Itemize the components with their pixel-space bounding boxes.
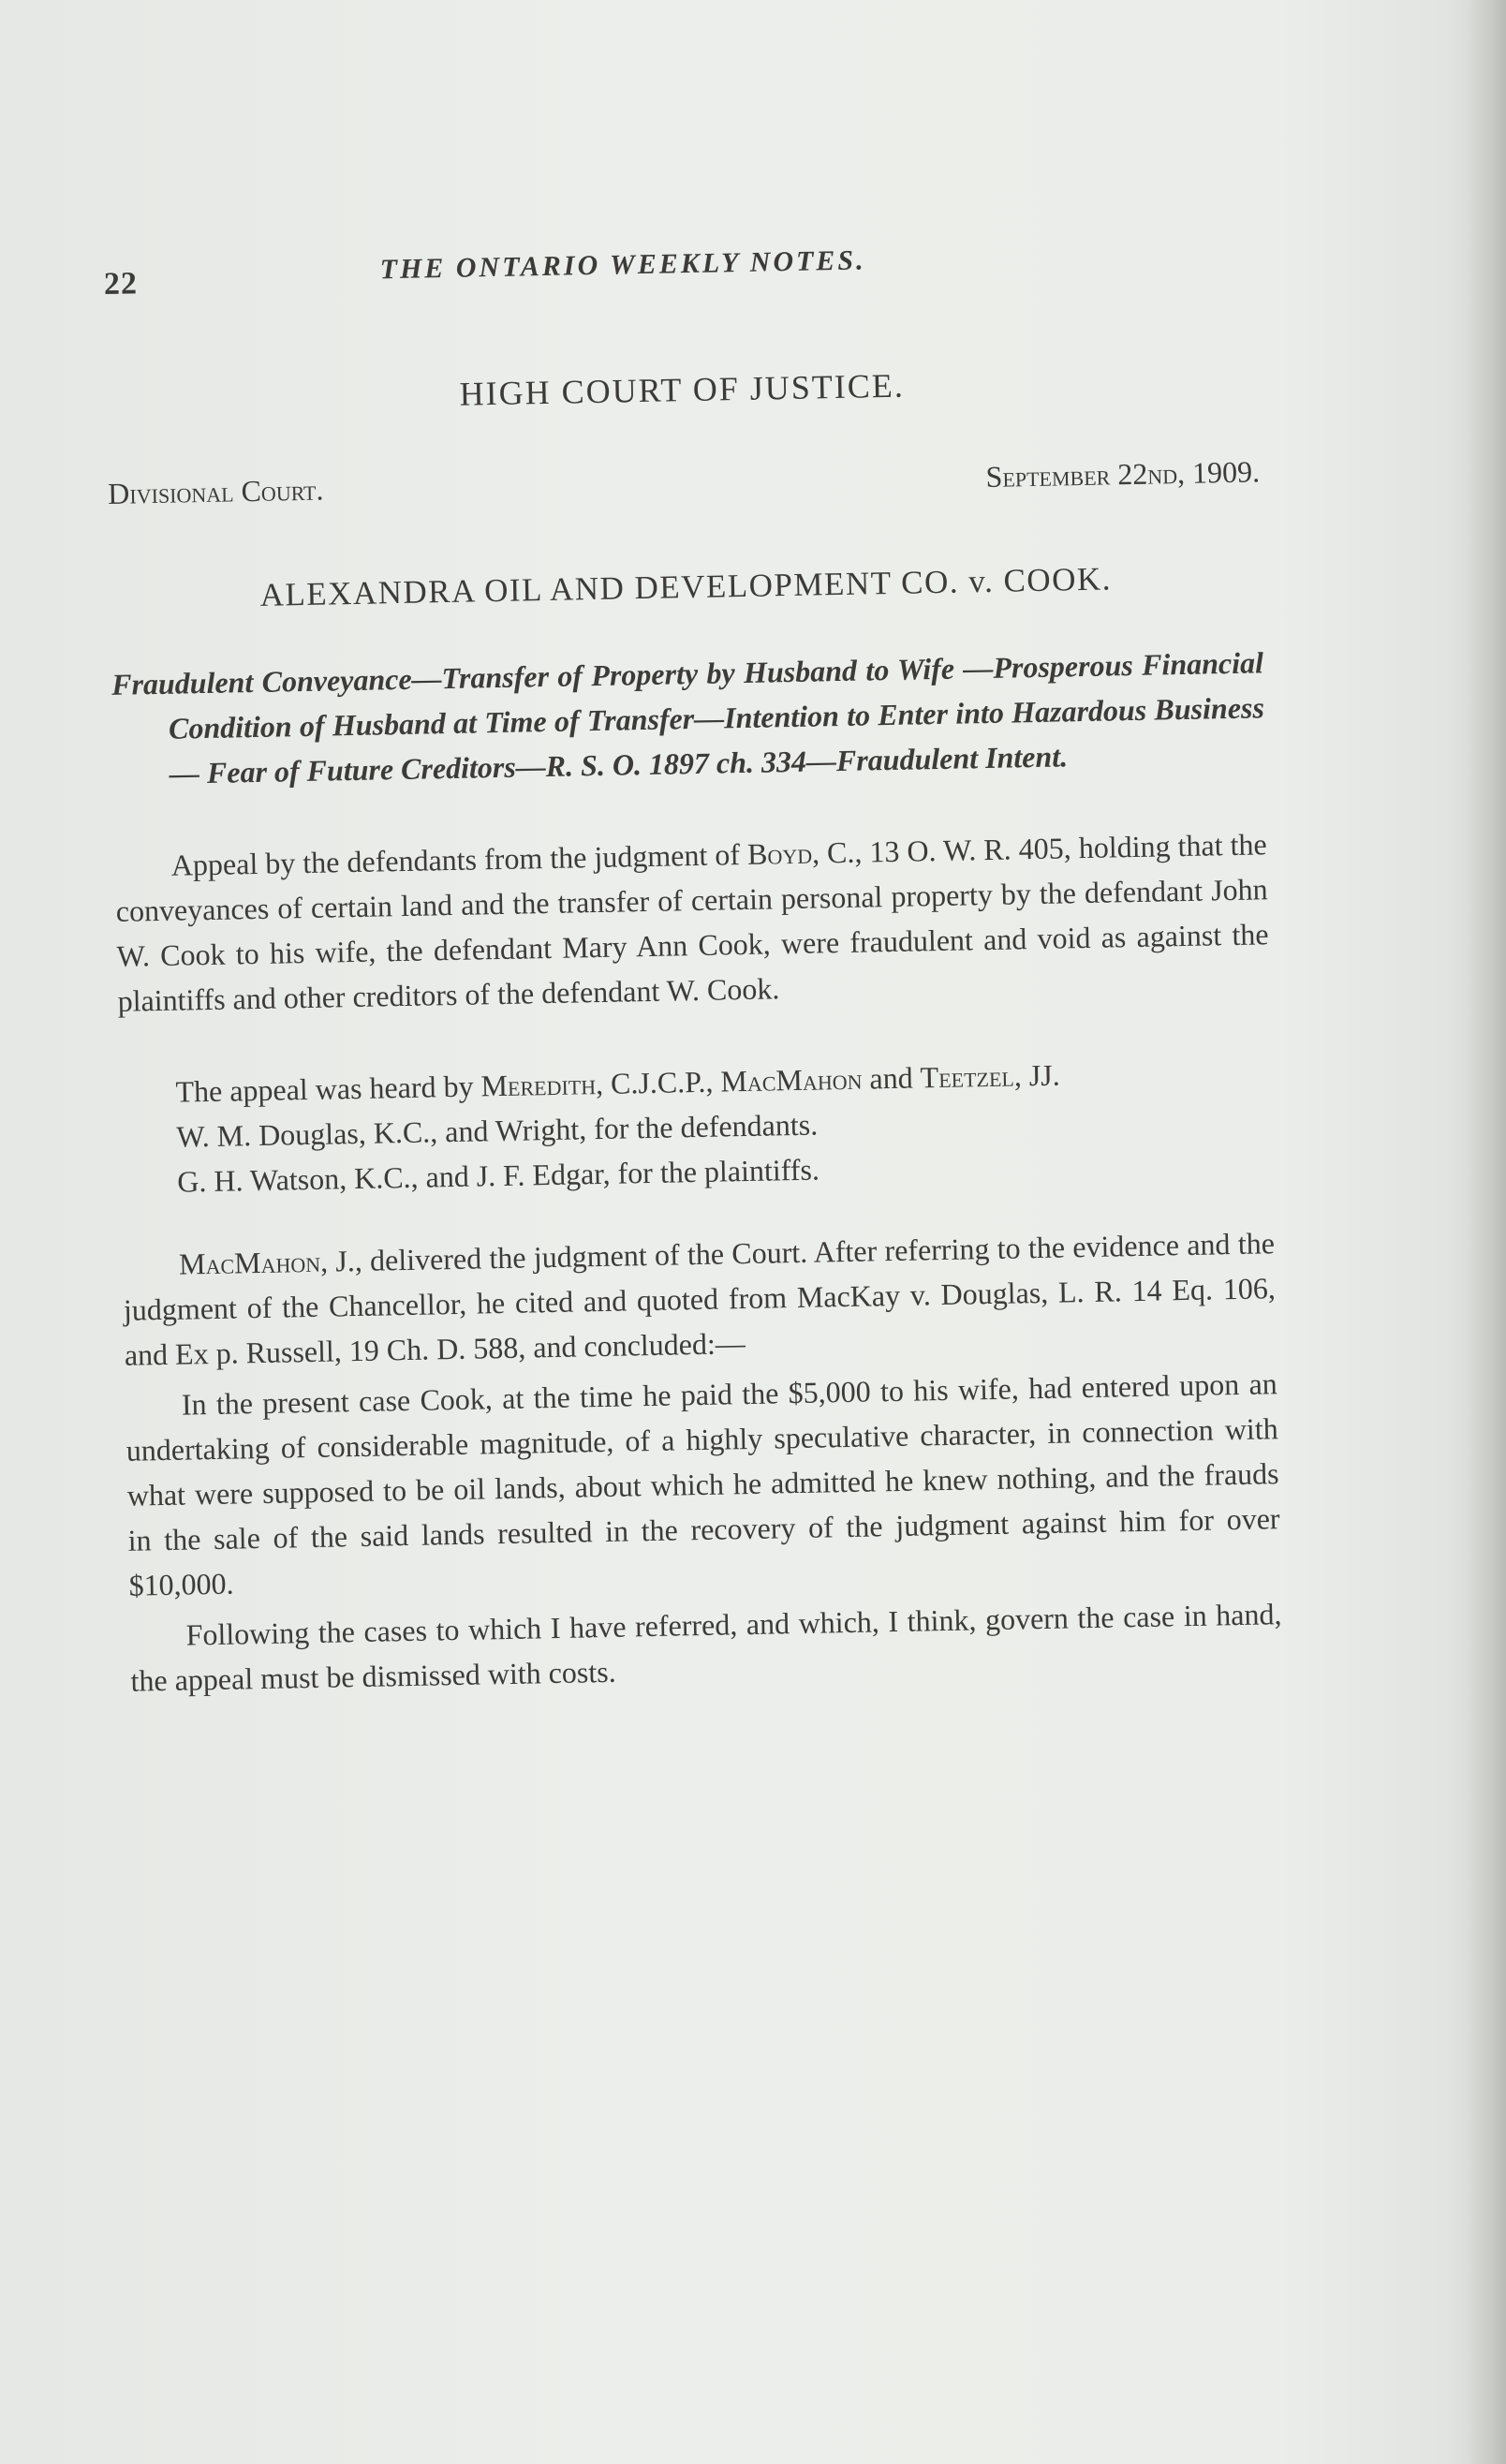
judge-name-boyd: Boyd — [746, 835, 813, 871]
page-number: 22 — [103, 266, 139, 302]
case-title: ALEXANDRA OIL AND DEVELOPMENT CO. v. COOK. — [259, 560, 1113, 613]
judge-name-macmahon-delivering: MacMahon — [178, 1244, 321, 1281]
hearing-intro: The appeal was heard by — [175, 1069, 474, 1109]
judgment-intro-rest: , J., delivered the judgment of the Court. After referring to the evidence and the judgment of the Chancellor, he cited and quoted from MacKay v. Douglas, L. R. 14 Eq. 106, and Ex p. Russell, 19 Ch. D. 588, and concluded:— — [123, 1226, 1277, 1372]
appeal-paragraph — [114, 821, 1269, 1024]
running-head — [103, 228, 1256, 306]
judgment-paragraph-1: In the present case Cook, at the time he paid the $5,000 to his wife, had entered upon an undertaking of considerable magnitude, of a highly speculative character, in connection with what were supposed to be oil lands, about which he admitted he knew nothing, and the frauds in the sale of the said lands resulted in the recovery of the judgment against him for over $10,000. — [126, 1366, 1280, 1602]
decision-date: September 22nd, 1909. — [985, 454, 1261, 494]
appeal-rest: , C., 13 O. W. R. 405, holding that the conveyances of certain land and the transfer of certain personal property by the defendant John W. Cook to his wife, the defendant Mary Ann Cook, were fraudulent and void as against the plaintiffs and other creditors of the defendant W. Cook. — [115, 827, 1269, 1018]
headnote: Fraudulent Conveyance—Transfer of Property by Husband to Wife —Prosperous Financial Condition of Husband at Time of Transfer—Intention to Enter into Hazardous Business — Fear of Future Creditors—R. S. O. 1897 ch. 334—Fraudulent Intent. — [111, 645, 1265, 790]
hearing-mid2: and — [869, 1060, 913, 1096]
judgment-paragraph-2: Following the cases to which I have referred, and which, I think, govern the case in hand, the appeal must be dismissed with costs. — [130, 1597, 1282, 1698]
court-heading: HIGH COURT OF JUSTICE. — [459, 366, 906, 413]
judge-name-macmahon: MacMahon — [720, 1061, 863, 1099]
page-edge-shadow — [1469, 0, 1506, 2464]
counsel-defendants: W. M. Douglas, K.C., and Wright, for the defendants. — [176, 1107, 819, 1154]
court-line — [108, 454, 1261, 533]
counsel-plaintiffs: G. H. Watson, K.C., and J. F. Edgar, for the plaintiffs. — [176, 1152, 820, 1199]
hearing-end: , JJ. — [1013, 1057, 1061, 1093]
judgment-intro-paragraph — [123, 1220, 1277, 1378]
journal-title: THE ONTARIO WEEKLY NOTES. — [379, 244, 866, 286]
appeal-intro: Appeal by the defendants from the judgment of — [170, 837, 741, 882]
court-division: Divisional Court. — [107, 472, 324, 510]
judge-name-meredith: Meredith — [480, 1067, 597, 1103]
text-block — [103, 216, 1283, 1703]
hearing-mid1: , C.J.C.P., — [595, 1064, 714, 1101]
judge-name-teetzel: Teetzel — [920, 1058, 1015, 1095]
